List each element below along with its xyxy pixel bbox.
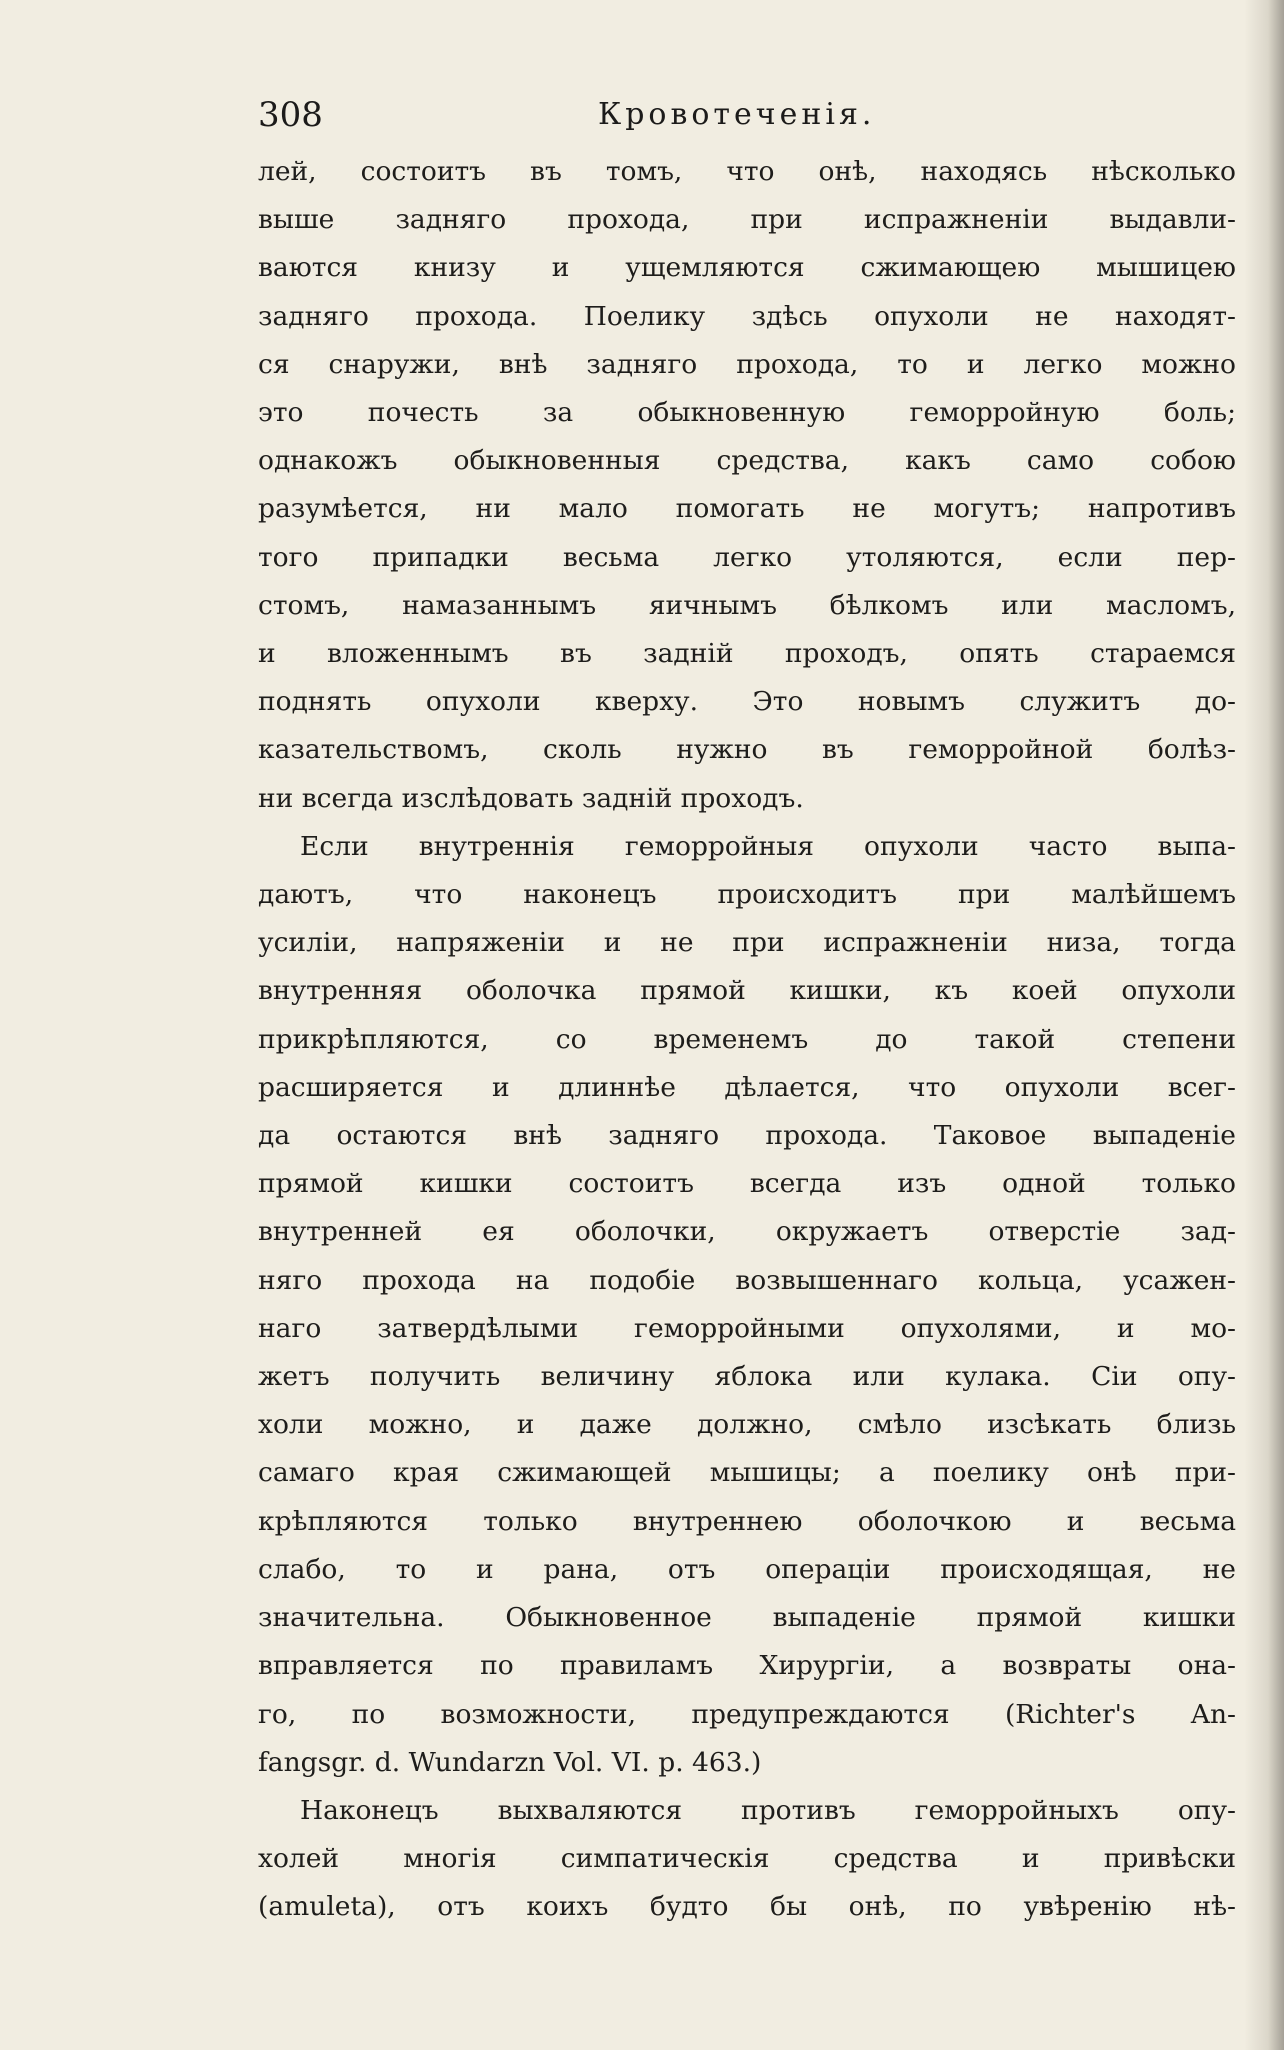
text-line: выше задняго прохода, при испражненіи выдавли- [258, 204, 1236, 236]
text-line: холей многія симпатическія средства и привѣски [258, 1843, 1236, 1875]
text-line: (amuleta), отъ коихъ будто бы онѣ, по увѣренію нѣ- [258, 1891, 1236, 1923]
text-line: fangsgr. d. Wundarzn Vol. VI. p. 463.) [258, 1746, 762, 1778]
text-line: внутренней ея оболочки, окружаетъ отверстіе зад- [258, 1216, 1236, 1248]
text-line: внутренняя оболочка прямой кишки, къ коей опухоли [258, 975, 1236, 1007]
running-head: Кровотеченія. [598, 97, 876, 132]
text-line: казательствомъ, сколь нужно въ геморройной болѣз- [258, 734, 1236, 766]
paragraph-2 [258, 823, 1236, 1787]
text-line: прямой кишки состоитъ всегда изъ одной только [258, 1168, 1236, 1200]
text-line: расширяется и длиннѣе дѣлается, что опухоли всег- [258, 1071, 1236, 1103]
text-line: усиліи, напряженіи и не при испражненіи низа, тогда [258, 927, 1236, 959]
text-line: наго затвердѣлыми геморройными опухолями, и мо- [258, 1312, 1236, 1344]
text-line: лей, состоитъ въ томъ, что онѣ, находясь нѣсколько [258, 156, 1236, 187]
book-spine-shadow [1244, 0, 1284, 2050]
text-line: слабо, то и рана, отъ операціи происходящая, не [258, 1553, 1236, 1585]
text-line: Наконецъ выхваляются противъ геморройныхъ опу- [300, 1794, 1236, 1826]
page-header [258, 92, 1108, 138]
paragraph-1 [258, 148, 1236, 823]
text-line: няго прохода на подобіе возвышеннаго кольца, усажен- [258, 1264, 1236, 1296]
text-line: даютъ, что наконецъ происходитъ при малѣйшемъ [258, 879, 1236, 911]
text-line: да остаются внѣ задняго прохода. Таковое выпаденіе [258, 1120, 1236, 1152]
text-line: вправляется по правиламъ Хирургіи, а возвраты она- [258, 1650, 1236, 1682]
text-line: прикрѣпляются, со временемъ до такой степени [258, 1023, 1236, 1055]
text-line: поднять опухоли кверху. Это новымъ служитъ до- [258, 686, 1236, 718]
body-text [258, 148, 1236, 1932]
text-line: ваются книзу и ущемляются сжимающею мышицею [258, 252, 1236, 284]
text-line: ни всегда изслѣдовать задній проходъ. [258, 782, 804, 814]
text-line: разумѣется, ни мало помогать не могутъ; напротивъ [258, 493, 1236, 525]
text-line: самаго края сжимающей мышицы; а поелику онѣ при- [258, 1457, 1236, 1489]
text-line: стомъ, намазаннымъ яичнымъ бѣлкомъ или масломъ, [258, 589, 1236, 621]
text-line: холи можно, и даже должно, смѣло изсѣкать близь [258, 1409, 1236, 1441]
text-line: Если внутреннія геморройныя опухоли часто выпа- [300, 830, 1236, 862]
text-line: однакожъ обыкновенныя средства, какъ само собою [258, 445, 1236, 477]
text-line: го, по возможности, предупреждаются (Richter's An- [258, 1698, 1236, 1730]
text-line: это почесть за обыкновенную геморройную боль; [258, 397, 1236, 429]
text-line: того припадки весьма легко утоляются, если пер- [258, 541, 1236, 573]
page-number: 308 [258, 95, 323, 135]
paragraph-3 [258, 1787, 1236, 1932]
text-line: и вложеннымъ въ задній проходъ, опять стараемся [258, 638, 1236, 670]
text-line: значительна. Обыкновенное выпаденіе прямой кишки [258, 1602, 1236, 1634]
text-line: ся снаружи, внѣ задняго прохода, то и легко можно [258, 348, 1236, 380]
text-line: задняго прохода. Поелику здѣсь опухоли не находят- [258, 300, 1236, 332]
text-line: жетъ получить величину яблока или кулака. Сіи опу- [258, 1361, 1236, 1393]
text-line: крѣпляются только внутреннею оболочкою и весьма [258, 1505, 1236, 1537]
